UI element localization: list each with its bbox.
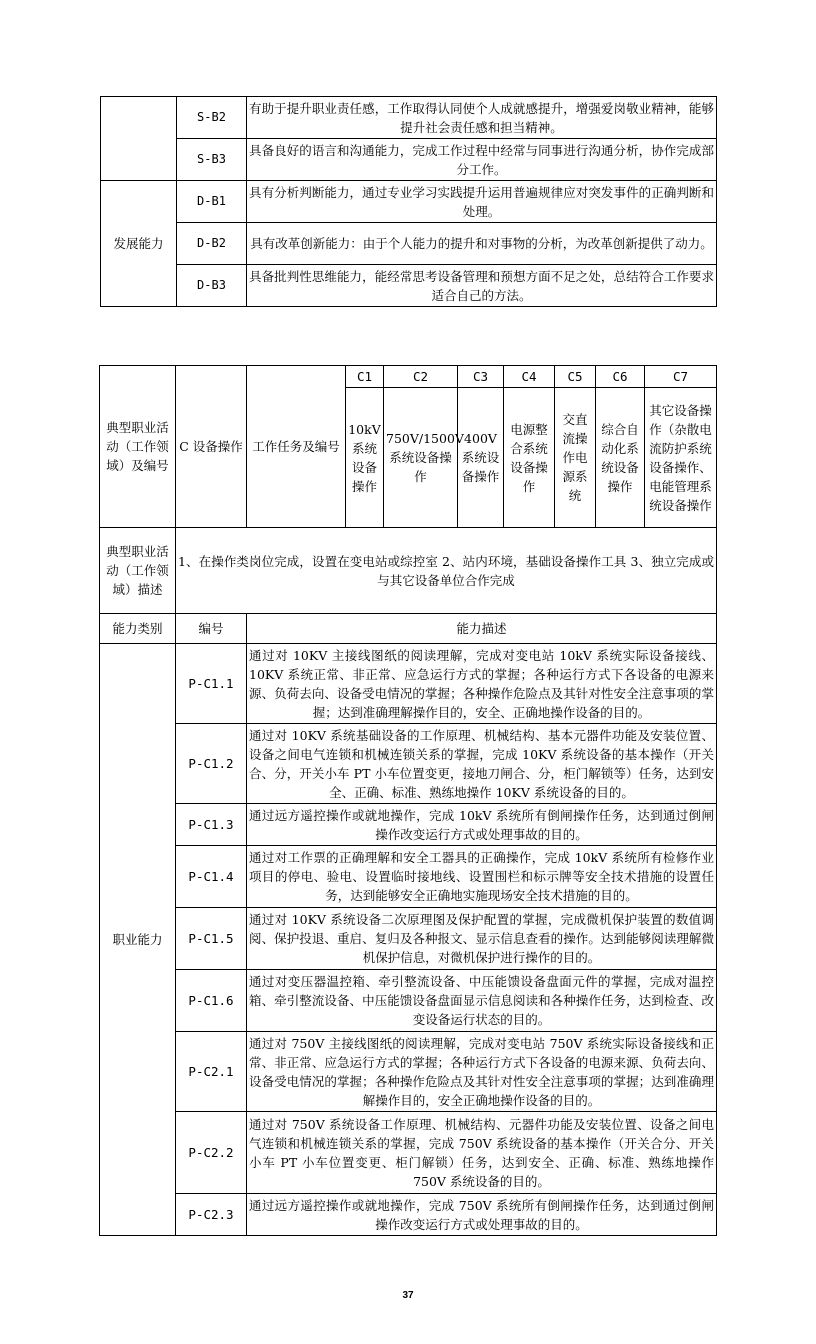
task-name: 750V/1500V系统设备操作 bbox=[384, 388, 458, 528]
ability-code: P-C1.6 bbox=[176, 970, 247, 1032]
task-code: C6 bbox=[596, 366, 645, 388]
page-number: 37 bbox=[402, 1290, 414, 1301]
task-name: 400V系统设备操作 bbox=[458, 388, 504, 528]
ability-code: S-B3 bbox=[177, 139, 247, 181]
ability-desc: 通过对 10KV 系统基础设备的工作原理、机械结构、基本元器件功能及安装位置、设备之间电气连锁和机械连锁关系的掌握，完成 10KV 系统设备的基本操作（开关合、分，开关小车 PT 小车位置变更，接地刀闸合、分，柜门解锁等）任务，达到安全、正确、标准、熟练地操作 10KV 系统设备的目的。 bbox=[247, 724, 717, 804]
ability-desc: 通过对 750V 系统设备工作原理、机械结构、元器件功能及安装位置、设备之间电气连锁和机械连锁关系的掌握，完成 750V 系统设备的基本操作（开关合分、开关小车 PT 小车位置变更、柜门解锁）任务，达到安全、正确、标准、熟练地操作 750V 系统设备的目的。 bbox=[247, 1112, 717, 1194]
ability-desc: 通过远方遥控操作或就地操作，完成 750V 系统所有倒闸操作任务，达到通过倒闸操作改变运行方式或处理事故的目的。 bbox=[247, 1194, 717, 1236]
ability-code: P-C2.1 bbox=[176, 1032, 247, 1112]
ability-table-main bbox=[99, 365, 717, 1236]
ability-desc: 通过对工作票的正确理解和安全工器具的正确操作，完成 10kV 系统所有检修作业项目的停电、验电、设置临时接地线、设置围栏和标示牌等安全技术措施的设置任务，达到能够安全正确地实施现场安全技术措施的目的。 bbox=[247, 846, 717, 908]
ability-desc: 通过远方遥控操作或就地操作，完成 10kV 系统所有倒闸操作任务，达到通过倒闸操作改变运行方式或处理事故的目的。 bbox=[247, 804, 717, 846]
ability-desc: 具有改革创新能力：由于个人能力的提升和对事物的分析，为改革创新提供了动力。 bbox=[247, 223, 717, 265]
ability-desc: 有助于提升职业责任感，工作取得认同使个人成就感提升，增强爱岗敬业精神，能够提升社会责任感和担当精神。 bbox=[247, 97, 717, 139]
ability-code: D-B1 bbox=[177, 181, 247, 223]
ability-desc: 具有分析判断能力，通过专业学习实践提升运用普遍规律应对突发事件的正确判断和处理。 bbox=[247, 181, 717, 223]
ability-code: P-C1.2 bbox=[176, 724, 247, 804]
ability-desc: 通过对 10KV 系统设备二次原理图及保护配置的掌握，完成微机保护装置的数值调阅、保护投退、重启、复归及各种报文、显示信息查看的操作。达到能够阅读理解微机保护信息，对微机保护进行操作的目的。 bbox=[247, 908, 717, 970]
task-code: C4 bbox=[504, 366, 555, 388]
header-category: 能力类别 bbox=[100, 614, 176, 644]
activity-desc: 1、在操作类岗位完成，设置在变电站或综控室 2、站内环境，基础设备操作工具 3、独立完成或与其它设备单位合作完成 bbox=[176, 528, 717, 614]
activity-label: 典型职业活动（工作领域）及编号 bbox=[100, 366, 176, 528]
ability-code: D-B2 bbox=[177, 223, 247, 265]
task-name: 10kV系统设备操作 bbox=[346, 388, 384, 528]
category-cell-blank bbox=[101, 97, 177, 181]
ability-desc: 通过对变压器温控箱、牵引整流设备、中压能馈设备盘面元件的掌握，完成对温控箱、牵引整流设备、中压能馈设备盘面显示信息阅读和各种操作任务，达到检查、改变设备运行状态的目的。 bbox=[247, 970, 717, 1032]
header-desc: 能力描述 bbox=[247, 614, 717, 644]
ability-desc: 通过对 10KV 主接线图纸的阅读理解，完成对变电站 10kV 系统实际设备接线、10KV 系统正常、非正常、应急运行方式的掌握；各种运行方式下各设备的电源来源、负荷去向、设备受电情况的掌握；各种操作危险点及其针对性安全注意事项的掌握；达到准确理解操作目的，安全、正确地操作设备的目的。 bbox=[247, 644, 717, 724]
task-label: 工作任务及编号 bbox=[247, 366, 346, 528]
task-name: 电源整合系统设备操作 bbox=[504, 388, 555, 528]
task-code: C5 bbox=[555, 366, 596, 388]
task-code: C1 bbox=[346, 366, 384, 388]
ability-desc: 通过对 750V 主接线图纸的阅读理解，完成对变电站 750V 系统实际设备接线和正常、非正常、应急运行方式的掌握；各种运行方式下各设备的电源来源、负荷去向、设备受电情况的掌握；各种操作危险点及其针对性安全注意事项的掌握；达到准确理解操作目的，安全正确地操作设备的目的。 bbox=[247, 1032, 717, 1112]
ability-desc: 具备批判性思维能力，能经常思考设备管理和预想方面不足之处，总结符合工作要求适合自己的方法。 bbox=[247, 265, 717, 307]
category-dev: 发展能力 bbox=[101, 181, 177, 307]
desc-label: 典型职业活动（工作领域）描述 bbox=[100, 528, 176, 614]
ability-code: P-C1.1 bbox=[176, 644, 247, 724]
ability-code: P-C1.3 bbox=[176, 804, 247, 846]
ability-code: D-B3 bbox=[177, 265, 247, 307]
ability-code: P-C1.4 bbox=[176, 846, 247, 908]
task-code: C2 bbox=[384, 366, 458, 388]
task-name: 综合自动化系统设备操作 bbox=[596, 388, 645, 528]
category-prof: 职业能力 bbox=[100, 644, 176, 1236]
domain-name: C 设备操作 bbox=[176, 366, 247, 528]
header-code: 编号 bbox=[176, 614, 247, 644]
ability-table-top bbox=[100, 96, 717, 307]
task-name: 交直流操作电源系统 bbox=[555, 388, 596, 528]
ability-code: P-C1.5 bbox=[176, 908, 247, 970]
ability-code: P-C2.3 bbox=[176, 1194, 247, 1236]
task-code: C7 bbox=[645, 366, 717, 388]
task-code: C3 bbox=[458, 366, 504, 388]
ability-desc: 具备良好的语言和沟通能力，完成工作过程中经常与同事进行沟通分析，协作完成部分工作。 bbox=[247, 139, 717, 181]
ability-code: S-B2 bbox=[177, 97, 247, 139]
task-name: 其它设备操作（杂散电流防护系统设备操作、电能管理系统设备操作 bbox=[645, 388, 717, 528]
ability-code: P-C2.2 bbox=[176, 1112, 247, 1194]
